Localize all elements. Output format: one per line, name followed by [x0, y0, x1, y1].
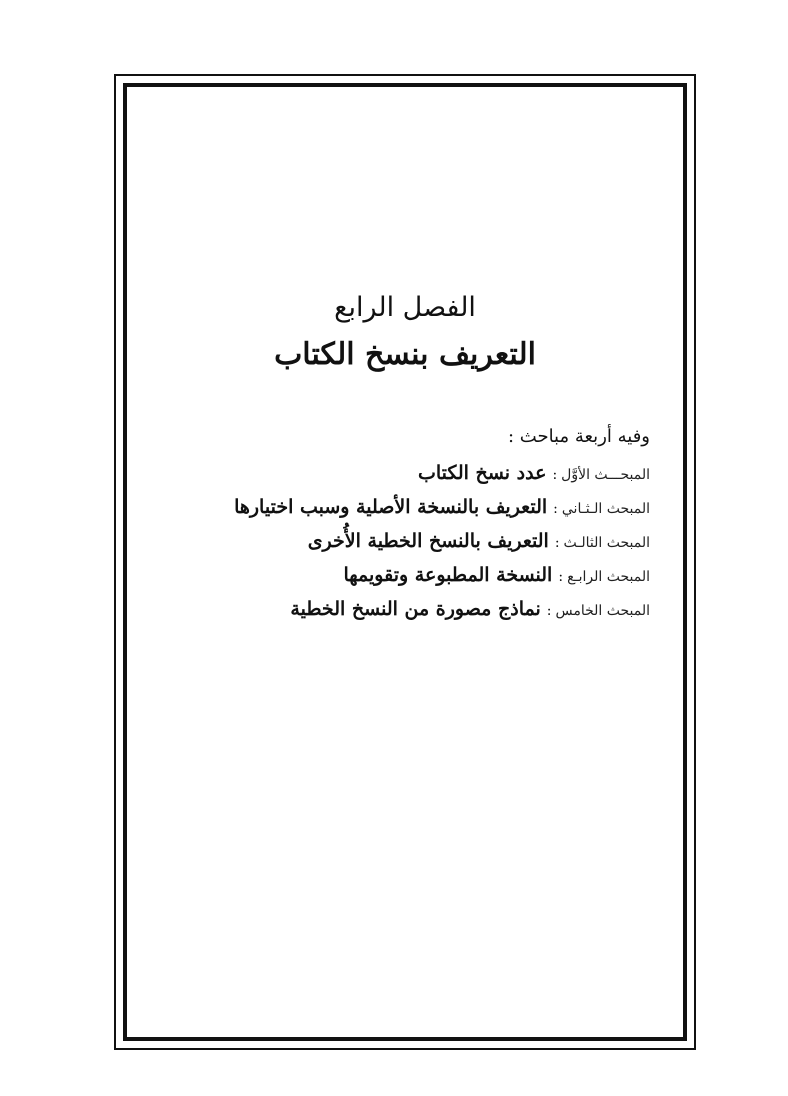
- section-separator: :: [554, 535, 560, 551]
- chapter-title: التعريف بنسخ الكتاب: [274, 337, 536, 372]
- section-item: [150, 490, 650, 524]
- section-separator: :: [558, 569, 564, 585]
- section-title: عدد نسخ الكتاب: [417, 462, 547, 484]
- section-title: نماذج مصورة من النسخ الخطية: [290, 598, 541, 620]
- section-label: المبحث الثالـث: [563, 535, 650, 551]
- sections-list: [150, 456, 650, 626]
- section-title: النسخة المطبوعة وتقويمها: [343, 564, 553, 586]
- section-item: [150, 524, 650, 558]
- section-separator: :: [546, 603, 552, 619]
- section-label: المبحث الخامس: [555, 603, 650, 619]
- section-label: المبحث الرابـع: [567, 569, 650, 585]
- chapter-label: الفصل الرابع: [334, 292, 476, 323]
- section-title: التعريف بالنسخ الخطية الأُخرى: [307, 530, 549, 552]
- section-separator: :: [552, 467, 558, 483]
- section-label: المبحث الـثـاني: [561, 501, 650, 517]
- section-item: [150, 558, 650, 592]
- section-item: [150, 456, 650, 490]
- section-separator: :: [553, 501, 558, 517]
- section-label: المبحـــث الأوَّل: [561, 467, 650, 483]
- section-title: التعريف بالنسخة الأصلية وسبب اختيارها: [234, 496, 548, 518]
- sections-intro: وفيه أربعة مباحث :: [507, 426, 650, 447]
- section-item: [150, 592, 650, 626]
